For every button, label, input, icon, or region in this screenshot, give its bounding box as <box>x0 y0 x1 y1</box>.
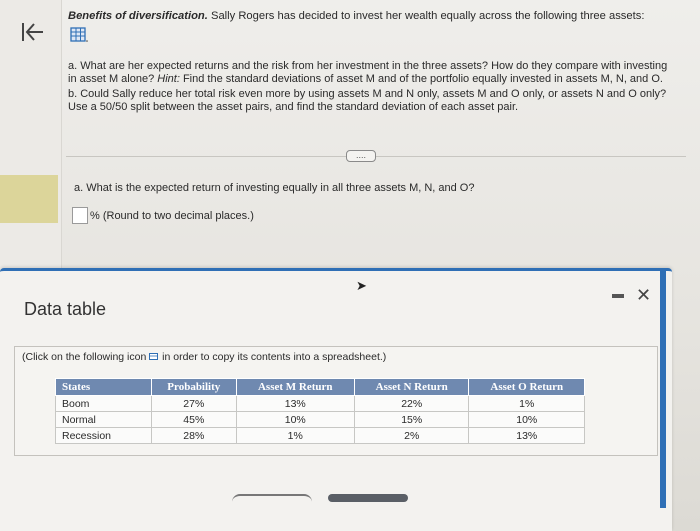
mouse-cursor-icon: ➤ <box>356 278 367 293</box>
cell-asset-m: 10% <box>236 412 354 428</box>
part-a <box>68 60 668 86</box>
cell-probability: 28% <box>152 428 237 444</box>
data-table-icon[interactable] <box>70 27 88 43</box>
cell-state: Boom <box>56 396 152 412</box>
cell-asset-n: 22% <box>354 396 469 412</box>
part-a-text: a. What are her expected returns and the risk from her investment in the three assets? How do they compare with investing in asset M alone? <box>68 60 668 85</box>
back-to-first-icon[interactable] <box>20 20 46 44</box>
answer-prompt: a. What is the expected return of investing equally in all three assets M, N, and O? <box>74 182 475 194</box>
part-a-hint: Find the standard deviations of asset M and of the portfolio equally invested in assets M, N, and O. <box>179 73 663 85</box>
scrollbar-thumb[interactable] <box>328 494 408 502</box>
divider <box>376 156 686 157</box>
divider <box>66 156 346 157</box>
copy-to-spreadsheet-icon[interactable] <box>149 353 159 361</box>
cell-probability: 45% <box>152 412 237 428</box>
table-row <box>56 412 585 428</box>
copy-instruction-post: in order to copy its contents into a spreadsheet.) <box>162 351 387 363</box>
cell-asset-o: 10% <box>469 412 585 428</box>
header-asset-o: Asset O Return <box>469 379 585 396</box>
table-row <box>56 396 585 412</box>
part-b: b. Could Sally reduce her total risk even more by using assets M and N only, assets M and O only, or assets N and O only? Use a 50/50 split between the asset pairs, and find the standard deviation of each asset pair. <box>68 88 667 113</box>
expand-more-button[interactable]: .... <box>346 150 376 162</box>
question-title-bold: Benefits of diversification. <box>68 10 208 22</box>
cell-asset-m: 1% <box>236 428 354 444</box>
copy-instruction-pre: (Click on the following icon <box>22 351 150 363</box>
cell-state: Normal <box>56 412 152 428</box>
answer-row <box>72 207 254 224</box>
copy-instruction <box>22 351 386 363</box>
close-button[interactable]: ✕ <box>636 285 652 305</box>
rail-highlight <box>0 175 58 223</box>
cell-probability: 27% <box>152 396 237 412</box>
header-asset-m: Asset M Return <box>236 379 354 396</box>
cell-state: Recession <box>56 428 152 444</box>
cell-asset-o: 13% <box>469 428 585 444</box>
popup-title: Data table <box>24 299 107 319</box>
table-header-row <box>56 379 585 396</box>
question-title <box>68 10 688 24</box>
part-a-hint-label: Hint: <box>157 73 180 85</box>
header-probability: Probability <box>152 379 237 396</box>
answer-suffix: % (Round to two decimal places.) <box>90 209 254 222</box>
question-title-text: Sally Rogers has decided to invest her wealth equally across the following three assets: <box>207 10 645 22</box>
answer-input[interactable] <box>72 207 88 224</box>
header-states: States <box>56 379 152 396</box>
popup-edge <box>660 268 666 508</box>
question-parts <box>68 60 668 116</box>
cell-asset-m: 13% <box>236 396 354 412</box>
table-row <box>56 428 585 444</box>
returns-table <box>55 378 585 444</box>
minimize-button[interactable] <box>612 294 624 298</box>
header-asset-n: Asset N Return <box>354 379 469 396</box>
cell-asset-n: 2% <box>354 428 469 444</box>
cell-asset-o: 1% <box>469 396 585 412</box>
scroll-indicator <box>232 494 312 502</box>
cell-asset-n: 15% <box>354 412 469 428</box>
